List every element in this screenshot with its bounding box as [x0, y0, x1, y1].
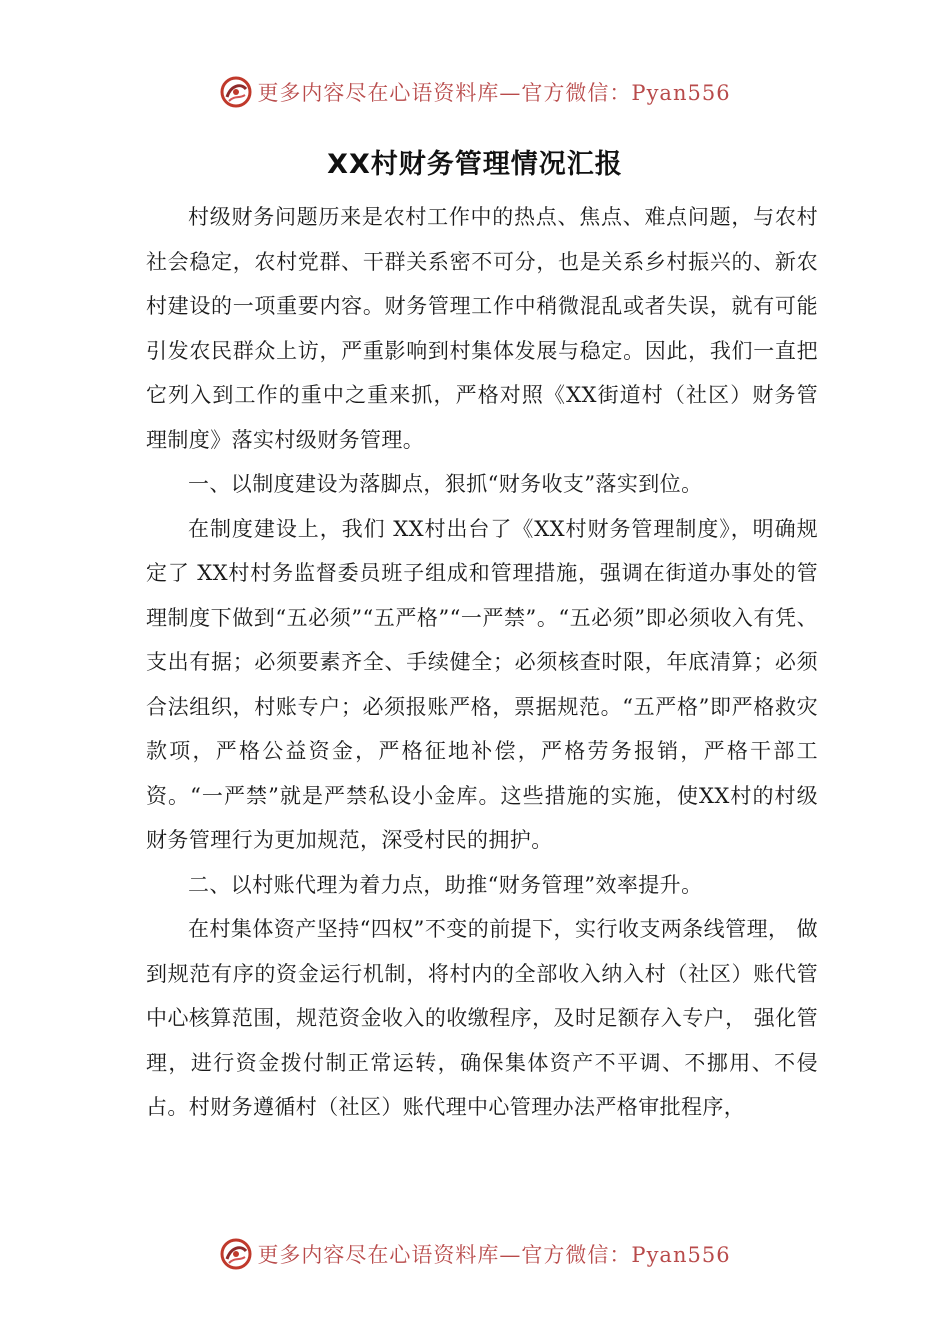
- footer-watermark-banner: [0, 1232, 950, 1276]
- document-body: [146, 195, 818, 1130]
- footer-watermark-text: 更多内容尽在心语资料库—官方微信：Pyan556: [257, 1243, 731, 1267]
- header-watermark-text: 更多内容尽在心语资料库—官方微信：Pyan556: [257, 81, 731, 105]
- red-swirl-logo-icon: [219, 1237, 253, 1271]
- red-swirl-logo-icon: [219, 75, 253, 109]
- document-title: XX村财务管理情况汇报: [327, 149, 623, 180]
- paragraph-intro: 村级财务问题历来是农村工作中的热点、焦点、难点问题，与农村社会稳定，农村党群、干群关系密不可分，也是关系乡村振兴的、新农村建设的一项重要内容。财务管理工作中稍微混乱或者失误，就有可能引发农民群众上访，严重影响到村集体发展与稳定。因此，我们一直把它列入到工作的重中之重来抓，严格对照《XX街道村（社区）财务管理制度》落实村级财务管理。: [146, 205, 818, 452]
- paragraph-section-1: 在制度建设上，我们 XX村出台了《XX村财务管理制度》，明确规定了 XX村村务监督委员班子组成和管理措施，强调在街道办事处的管理制度下做到“五必须”“五严格”“一严禁”。“五必须”即必须收入有凭、支出有据；必须要素齐全、手续健全；必须核查时限，年底清算；必须合法组织，村账专户；必须报账严格，票据规范。“五严格”即严格救灾款项，严格公益资金，严格征地补偿，严格劳务报销，严格干部工资。“一严禁”就是严禁私设小金库。这些措施的实施，使XX村的村级财务管理行为更加规范，深受村民的拥护。: [146, 516, 818, 852]
- section-heading-1: 一、以制度建设为落脚点，狠抓“财务收支”落实到位。: [188, 472, 703, 496]
- paragraph-section-2: 在村集体资产坚持“四权”不变的前提下，实行收支两条线管理， 做到规范有序的资金运行机制，将村内的全部收入纳入村（社区）账代管中心核算范围，规范资金收入的收缴程序，及时足额存入专户， 强化管理，进行资金拨付制正常运转，确保集体资产不平调、不挪用、不侵占。村财务遵循村（社区）账代理中心管理办法严格审批程序，: [146, 917, 818, 1119]
- header-watermark-banner: [0, 70, 950, 114]
- section-heading-2: 二、以村账代理为着力点，助推“财务管理”效率提升。: [188, 872, 703, 897]
